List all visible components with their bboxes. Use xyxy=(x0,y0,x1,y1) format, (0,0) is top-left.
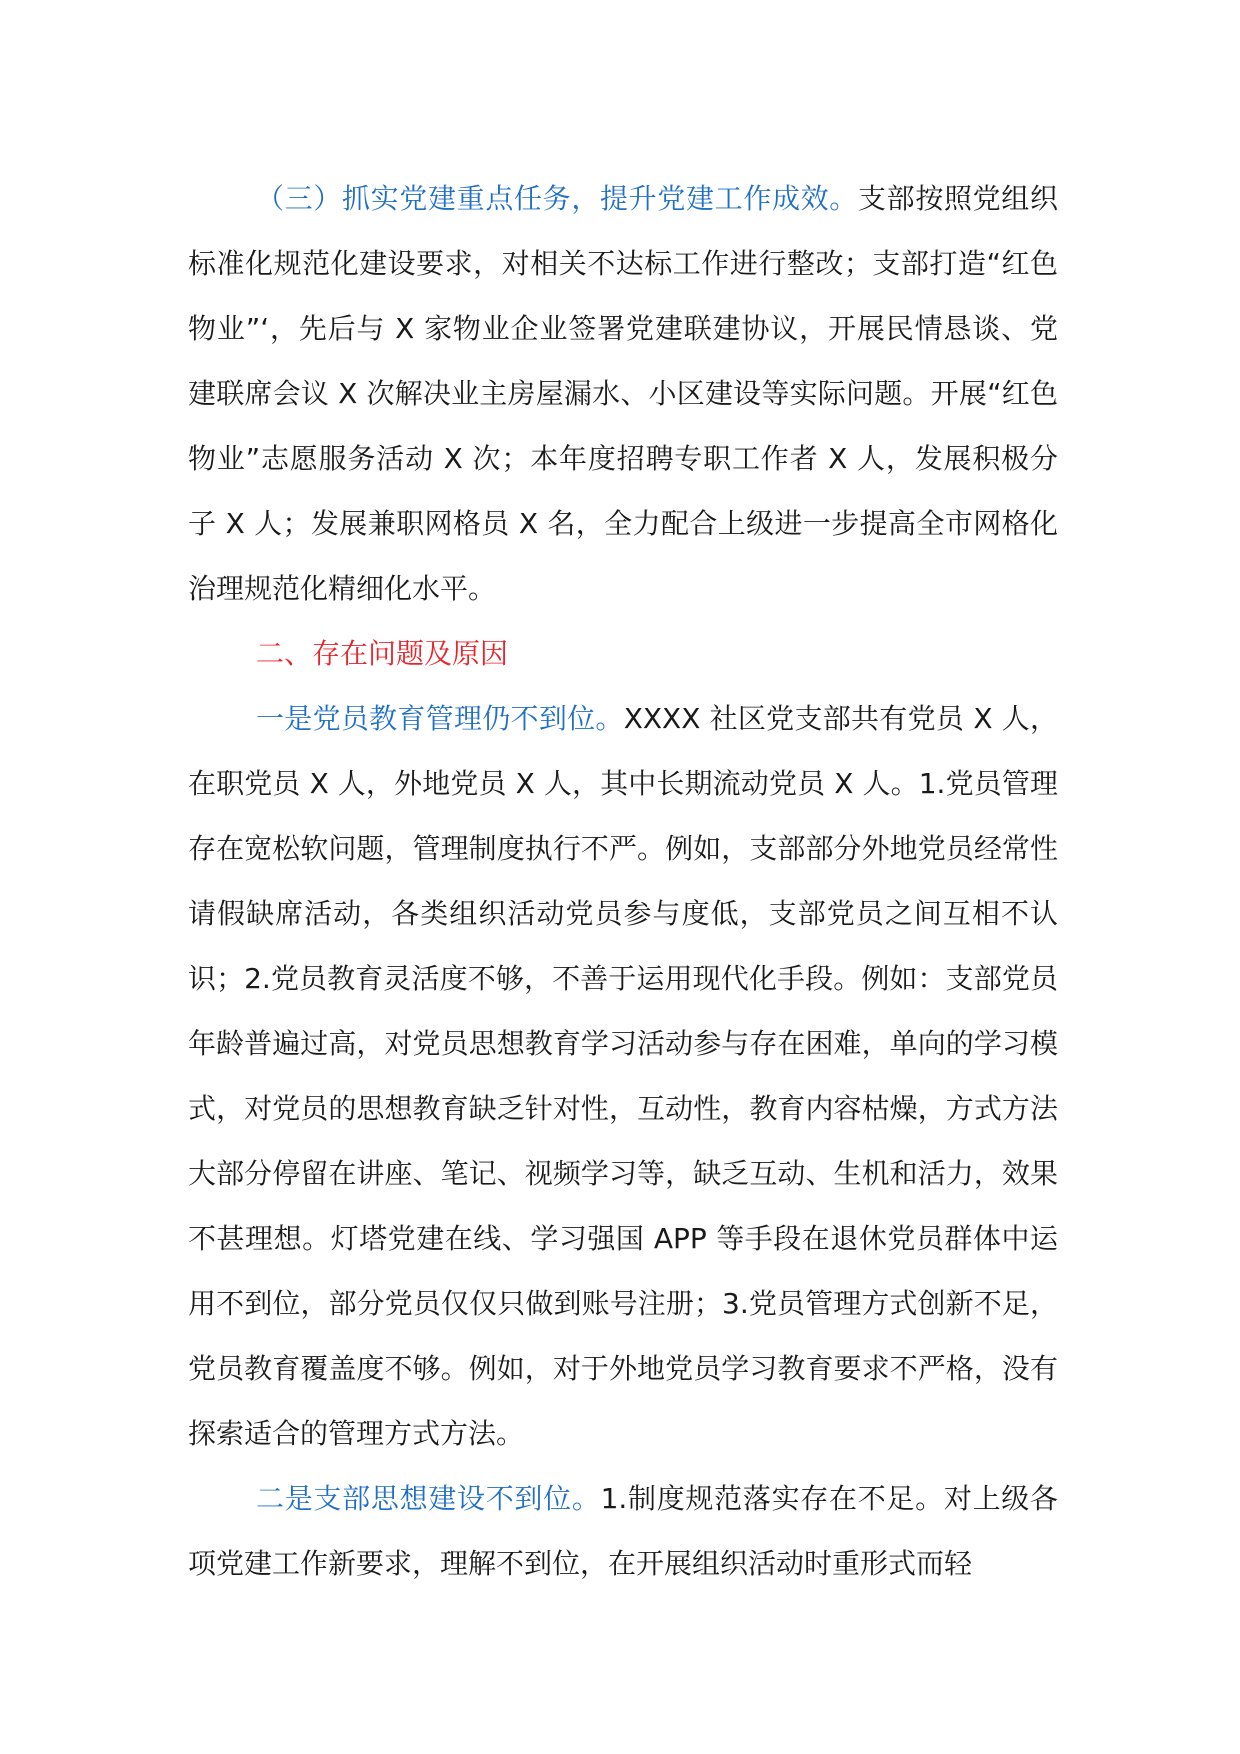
problem-2-body: 1.制度规范落实存在不足。对上级各项党建工作新要求，理解不到位，在开展组织活动时重形式而轻 xyxy=(188,1482,1058,1580)
part-2-heading: 二、存在问题及原因 xyxy=(256,637,509,670)
problem-1-body: XXXX 社区党支部共有党员 X 人，在职党员 X 人，外地党员 X 人，其中长期流动党员 X 人。1.党员管理存在宽松软问题，管理制度执行不严。例如，支部部分外地党员经常性请假缺席活动，各类组织活动党员参与度低，支部党员之间互相不认识；2.党员教育灵活度不够，不善于运用现代化手段。例如：支部党员年龄普遍过高，对党员思想教育学习活动参与存在困难，单向的学习模式，对党员的思想教育缺乏针对性，互动性，教育内容枯燥，方式方法大部分停留在讲座、笔记、视频学习等，缺乏互动、生机和活力，效果不甚理想。灯塔党建在线、学习强国 APP 等手段在退休党员群体中运用不到位，部分党员仅仅只做到账号注册；3.党员管理方式创新不足，党员教育覆盖度不够。例如，对于外地党员学习教育要求不严格，没有探索适合的管理方式方法。 xyxy=(188,702,1058,1450)
section-3-paragraph xyxy=(188,166,1058,621)
document-page xyxy=(188,166,1058,1596)
problem-2-heading: 二是支部思想建设不到位。 xyxy=(256,1482,601,1515)
section-3-heading: （三）抓实党建重点任务，提升党建工作成效。 xyxy=(256,182,858,215)
problem-1-heading: 一是党员教育管理仍不到位。 xyxy=(256,702,624,735)
section-3-body: 支部按照党组织标准化规范化建设要求，对相关不达标工作进行整改；支部打造“红色物业”‘，先后与 X 家物业企业签署党建联建协议，开展民情恳谈、党建联席会议 X 次解决业主房屋漏水、小区建设等实际问题。开展“红色物业”志愿服务活动 X 次；本年度招聘专职工作者 X 人，发展积极分子 X 人；发展兼职网格员 X 名，全力配合上级进一步提高全市网格化治理规范化精细化水平。 xyxy=(188,182,1058,605)
problem-1-paragraph xyxy=(188,686,1058,1466)
problem-2-paragraph xyxy=(188,1466,1058,1596)
